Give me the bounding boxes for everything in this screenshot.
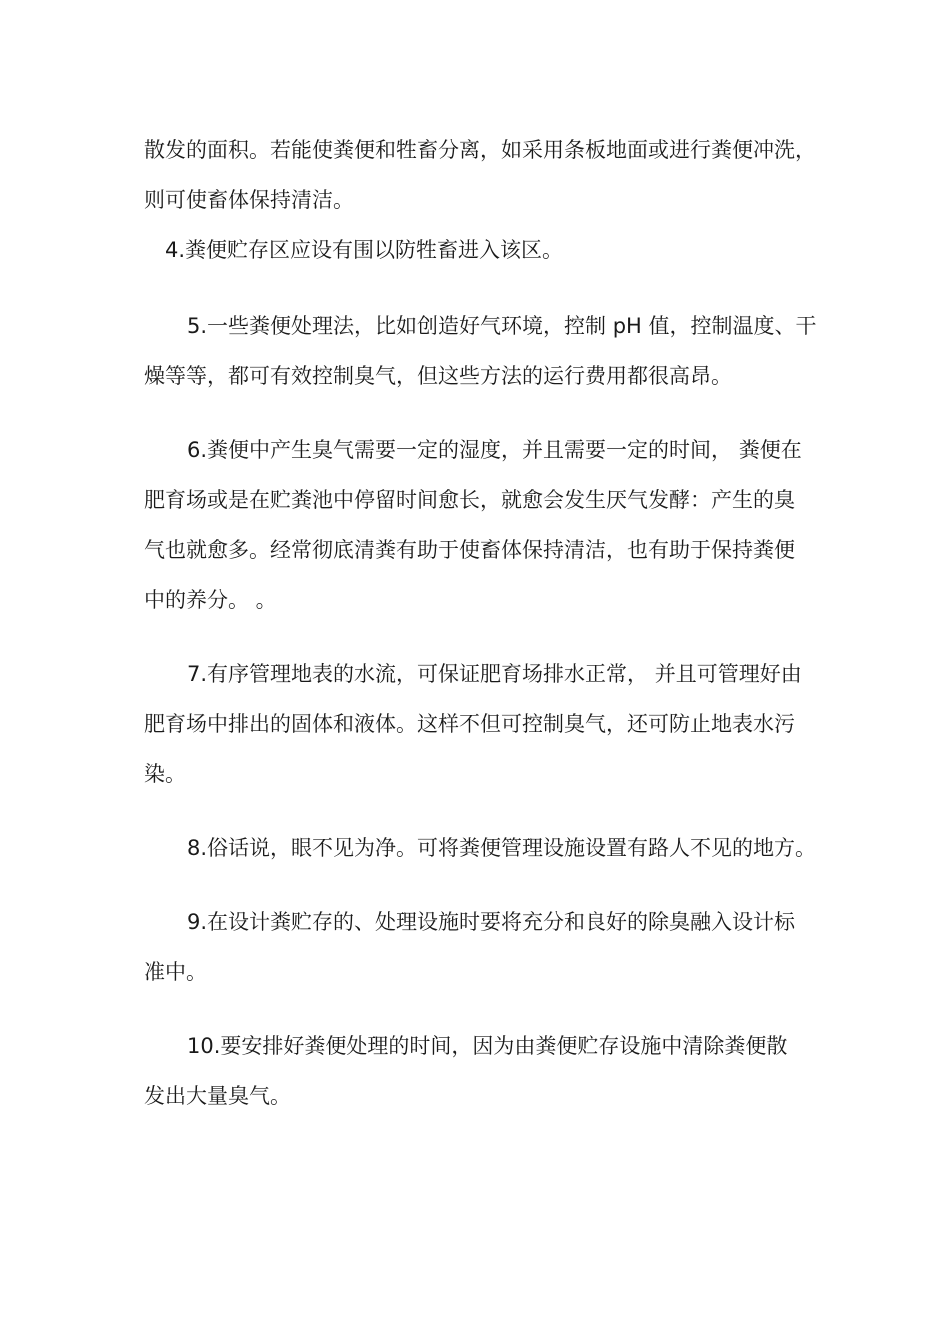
text-line: 9.在设计粪贮存的、处理设施时要将充分和良好的除臭融入设计标 <box>187 910 796 934</box>
text-line: 散发的面积。若能使粪便和牲畜分离，如采用条板地面或进行粪便冲洗， <box>144 138 816 162</box>
text-line: 气也就愈多。经常彻底清粪有助于使畜体保持清洁，也有助于保持粪便 <box>144 538 795 562</box>
text-line: 准中。 <box>144 960 207 984</box>
text-line: 6.粪便中产生臭气需要一定的湿度，并且需要一定的时间， 粪便在 <box>187 438 802 462</box>
text-line: 肥育场中排出的固体和液体。这样不但可控制臭气，还可防止地表水污 <box>144 712 795 736</box>
text-line: 发出大量臭气。 <box>144 1084 291 1108</box>
text-line: 5.一些粪便处理法，比如创造好气环境，控制 pH 值，控制温度、干 <box>187 314 817 338</box>
text-line: 7.有序管理地表的水流，可保证肥育场排水正常， 并且可管理好由 <box>187 662 802 686</box>
text-line: 则可使畜体保持清洁。 <box>144 188 354 212</box>
text-line: 8.俗话说，眼不见为净。可将粪便管理设施设置有路人不见的地方。 <box>187 836 817 860</box>
text-line: 中的养分。 。 <box>144 588 277 612</box>
text-line: 燥等等，都可有效控制臭气，但这些方法的运行费用都很高昂。 <box>144 364 732 388</box>
text-line: 染。 <box>144 762 186 786</box>
text-line: 4.粪便贮存区应设有围以防牲畜进入该区。 <box>165 238 564 262</box>
text-line: 10.要安排好粪便处理的时间，因为由粪便贮存设施中清除粪便散 <box>187 1034 788 1058</box>
text-line: 肥育场或是在贮粪池中停留时间愈长，就愈会发生厌气发酵：产生的臭 <box>144 488 795 512</box>
